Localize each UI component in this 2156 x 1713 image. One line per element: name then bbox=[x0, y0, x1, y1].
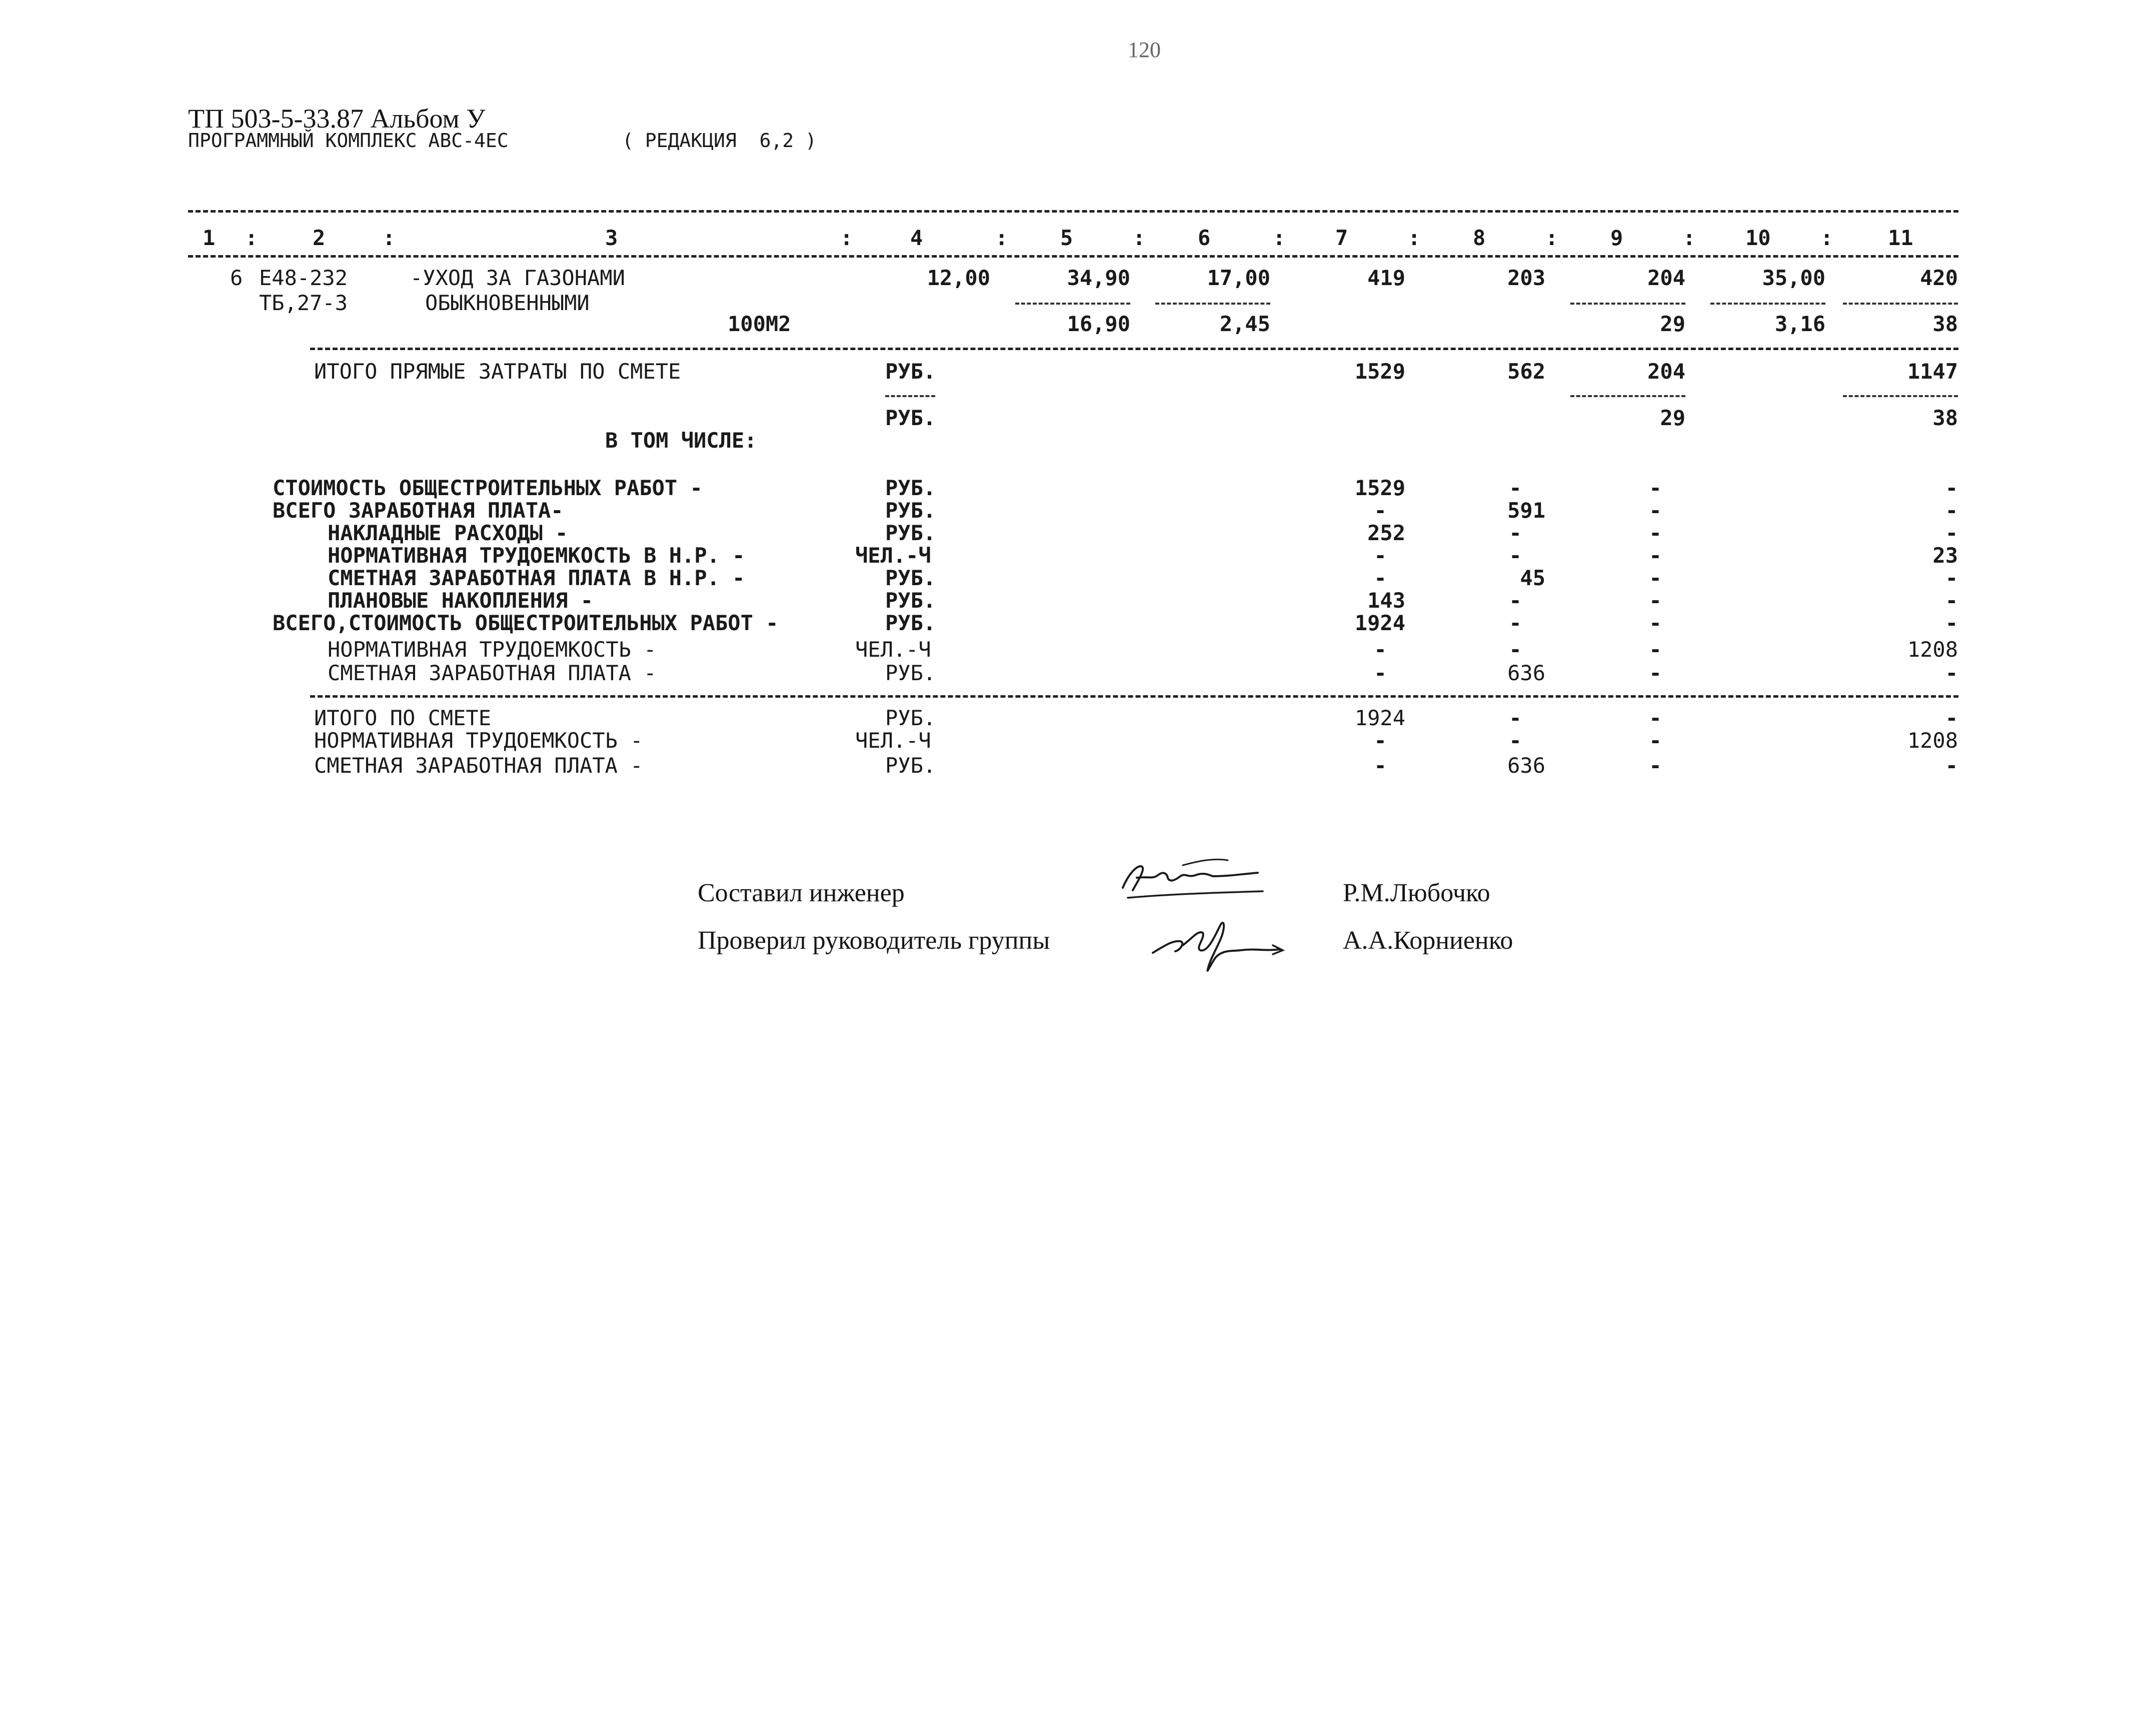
breakdown-col8: - bbox=[1509, 521, 1522, 545]
direct-costs-col9: 204 bbox=[1647, 359, 1685, 384]
item-col5-divider bbox=[1015, 303, 1130, 305]
direct-costs-col9-divider bbox=[1570, 395, 1685, 397]
column-separator: : bbox=[383, 226, 396, 250]
item-col11-value: 420 bbox=[1920, 266, 1958, 290]
item-code: Е48-232 bbox=[259, 266, 348, 290]
column-separator: : bbox=[840, 226, 853, 250]
breakdown-unit: РУБ. bbox=[885, 661, 936, 685]
item-col5-subvalue: 16,90 bbox=[1067, 312, 1130, 336]
item-col9-value: 204 bbox=[1647, 266, 1685, 290]
breakdown-col9: - bbox=[1649, 498, 1662, 523]
direct-costs-unit-2: РУБ. bbox=[885, 406, 936, 430]
breakdown-col11: - bbox=[1945, 566, 1958, 590]
header-bottom-rule bbox=[188, 255, 1958, 258]
table-top-rule bbox=[188, 210, 1958, 213]
breakdown-unit: РУБ. bbox=[885, 566, 936, 590]
breakdown-col7: - bbox=[1374, 661, 1387, 685]
composed-by-label: Составил инженер bbox=[698, 879, 905, 907]
breakdown-col9: - bbox=[1649, 543, 1662, 568]
item-col9-divider bbox=[1570, 303, 1685, 305]
breakdown-col9: - bbox=[1649, 566, 1662, 590]
breakdown-col7: - bbox=[1374, 566, 1387, 590]
totals-unit: РУБ. bbox=[885, 706, 936, 730]
item-position: 6 bbox=[230, 266, 243, 290]
direct-costs-col11-sub: 38 bbox=[1932, 406, 1958, 430]
direct-costs-col11-divider bbox=[1843, 395, 1958, 397]
breakdown-col9: - bbox=[1649, 521, 1662, 545]
column-number-3: 3 bbox=[605, 226, 618, 250]
item-col10-divider bbox=[1710, 303, 1825, 305]
breakdown-col9: - bbox=[1649, 611, 1662, 635]
breakdown-col8: - bbox=[1509, 637, 1522, 662]
column-number-10: 10 bbox=[1745, 226, 1771, 250]
column-number-2: 2 bbox=[313, 226, 326, 250]
item-col11-divider bbox=[1843, 303, 1958, 305]
breakdown-col8: - bbox=[1509, 476, 1522, 500]
breakdown-unit: ЧЕЛ.-Ч bbox=[855, 543, 931, 568]
column-separator: : bbox=[1133, 226, 1146, 250]
direct-costs-col8: 562 bbox=[1507, 359, 1545, 384]
document-title: ТП 503-5-33.87 Альбом У bbox=[188, 104, 486, 134]
checked-by-label: Проверил руководитель группы bbox=[698, 926, 1050, 955]
direct-costs-col9-sub: 29 bbox=[1660, 406, 1685, 430]
breakdown-col7: - bbox=[1374, 498, 1387, 523]
breakdown-label: СТОИМОСТЬ ОБЩЕСТРОИТЕЛЬНЫХ РАБОТ - bbox=[273, 476, 703, 500]
breakdown-unit: РУБ. bbox=[885, 476, 936, 500]
column-number-11: 11 bbox=[1888, 226, 1913, 250]
breakdown-col11: 23 bbox=[1932, 543, 1958, 568]
breakdown-col11: - bbox=[1945, 661, 1958, 685]
column-separator: : bbox=[1545, 226, 1558, 250]
totals-col8: 636 bbox=[1507, 753, 1545, 778]
direct-costs-col7: 1529 bbox=[1354, 359, 1405, 384]
breakdown-col9: - bbox=[1649, 637, 1662, 662]
column-number-6: 6 bbox=[1198, 226, 1211, 250]
item-bottom-rule bbox=[310, 348, 1958, 350]
item-col6-value: 17,00 bbox=[1207, 266, 1270, 290]
direct-costs-unit: РУБ. bbox=[885, 359, 936, 384]
breakdown-col7: 1924 bbox=[1354, 611, 1405, 635]
breakdown-col11: - bbox=[1945, 476, 1958, 500]
breakdown-unit: РУБ. bbox=[885, 588, 936, 613]
totals-label: ИТОГО ПО СМЕТЕ bbox=[314, 706, 492, 730]
item-quantity: 12,00 bbox=[927, 266, 990, 290]
breakdown-col11: - bbox=[1945, 611, 1958, 635]
breakdown-col8: 636 bbox=[1507, 661, 1545, 685]
breakdown-col11: - bbox=[1945, 521, 1958, 545]
page-number: 120 bbox=[1128, 38, 1161, 62]
breakdown-label: ПЛАНОВЫЕ НАКОПЛЕНИЯ - bbox=[328, 588, 594, 613]
column-number-5: 5 bbox=[1060, 226, 1073, 250]
item-col6-subvalue: 2,45 bbox=[1219, 312, 1270, 336]
breakdown-unit: РУБ. bbox=[885, 498, 936, 523]
breakdown-label: НАКЛАДНЫЕ РАСХОДЫ - bbox=[328, 521, 568, 545]
edition-label: ( РЕДАКЦИЯ 6,2 ) bbox=[622, 130, 817, 152]
totals-col7: - bbox=[1374, 753, 1387, 778]
breakdown-col8: - bbox=[1509, 543, 1522, 568]
item-col10-subvalue: 3,16 bbox=[1774, 312, 1825, 336]
direct-costs-label: ИТОГО ПРЯМЫЕ ЗАТРАТЫ ПО СМЕТЕ bbox=[314, 359, 681, 384]
item-col11-subvalue: 38 bbox=[1932, 312, 1958, 336]
column-separator: : bbox=[1820, 226, 1833, 250]
totals-col9: - bbox=[1649, 753, 1662, 778]
breakdown-col7: 143 bbox=[1367, 588, 1405, 613]
column-separator: : bbox=[245, 226, 258, 250]
item-col7-value: 419 bbox=[1367, 266, 1405, 290]
totals-unit: РУБ. bbox=[885, 753, 936, 778]
breakdown-col7: 252 bbox=[1367, 521, 1405, 545]
breakdown-col8: 45 bbox=[1520, 566, 1545, 590]
column-separator: : bbox=[995, 226, 1008, 250]
breakdown-label: ВСЕГО,СТОИМОСТЬ ОБЩЕСТРОИТЕЛЬНЫХ РАБОТ - bbox=[273, 611, 779, 635]
breakdown-col7: - bbox=[1374, 637, 1387, 662]
direct-costs-col11: 1147 bbox=[1907, 359, 1958, 384]
breakdown-col9: - bbox=[1649, 588, 1662, 613]
item-reference: ТБ,27-3 bbox=[259, 291, 348, 315]
breakdown-col9: - bbox=[1649, 661, 1662, 685]
breakdown-col9: - bbox=[1649, 476, 1662, 500]
including-heading: В ТОМ ЧИСЛЕ: bbox=[605, 428, 757, 453]
totals-col11: 1208 bbox=[1907, 728, 1958, 753]
column-separator: : bbox=[1683, 226, 1696, 250]
item-unit: 100М2 bbox=[728, 312, 791, 336]
direct-costs-unit-divider bbox=[885, 395, 935, 397]
totals-top-rule bbox=[310, 695, 1958, 698]
breakdown-label: НОРМАТИВНАЯ ТРУДОЕМКОСТЬ В Н.Р. - bbox=[328, 543, 745, 568]
breakdown-unit: РУБ. bbox=[885, 521, 936, 545]
engineer-signature bbox=[1113, 850, 1273, 905]
totals-col9: - bbox=[1649, 706, 1662, 730]
breakdown-col8: 591 bbox=[1507, 498, 1545, 523]
breakdown-col8: - bbox=[1509, 588, 1522, 613]
breakdown-label: ВСЕГО ЗАРАБОТНАЯ ПЛАТА- bbox=[273, 498, 564, 523]
item-col8-value: 203 bbox=[1507, 266, 1545, 290]
totals-unit: ЧЕЛ.-Ч bbox=[855, 728, 931, 753]
column-separator: : bbox=[1273, 226, 1286, 250]
breakdown-col11: - bbox=[1945, 498, 1958, 523]
breakdown-label: СМЕТНАЯ ЗАРАБОТНАЯ ПЛАТА В Н.Р. - bbox=[328, 566, 745, 590]
totals-col7: - bbox=[1374, 728, 1387, 753]
column-number-1: 1 bbox=[203, 226, 216, 250]
totals-col11: - bbox=[1945, 753, 1958, 778]
column-number-8: 8 bbox=[1473, 226, 1486, 250]
item-name-line2: ОБЫКНОВЕННЫМИ bbox=[425, 291, 590, 315]
breakdown-label: НОРМАТИВНАЯ ТРУДОЕМКОСТЬ - bbox=[328, 637, 657, 662]
item-col5-value: 34,90 bbox=[1067, 266, 1130, 290]
breakdown-col11: - bbox=[1945, 588, 1958, 613]
column-separator: : bbox=[1408, 226, 1421, 250]
breakdown-unit: РУБ. bbox=[885, 611, 936, 635]
breakdown-col8: - bbox=[1509, 611, 1522, 635]
breakdown-col7: 1529 bbox=[1354, 476, 1405, 500]
totals-label: НОРМАТИВНАЯ ТРУДОЕМКОСТЬ - bbox=[314, 728, 643, 753]
item-col10-value: 35,00 bbox=[1762, 266, 1825, 290]
totals-col11: - bbox=[1945, 706, 1958, 730]
totals-col8: - bbox=[1509, 706, 1522, 730]
item-col9-subvalue: 29 bbox=[1660, 312, 1685, 336]
composed-by-name: Р.М.Любочко bbox=[1343, 879, 1490, 907]
breakdown-unit: ЧЕЛ.-Ч bbox=[855, 637, 931, 662]
group-leader-signature bbox=[1145, 910, 1295, 980]
program-complex-label: ПРОГРАММНЫЙ КОМПЛЕКС АВС-4ЕС bbox=[188, 130, 509, 152]
totals-col7: 1924 bbox=[1354, 706, 1405, 730]
breakdown-col7: - bbox=[1374, 543, 1387, 568]
breakdown-label: СМЕТНАЯ ЗАРАБОТНАЯ ПЛАТА - bbox=[328, 661, 657, 685]
column-number-4: 4 bbox=[910, 226, 923, 250]
column-number-9: 9 bbox=[1610, 226, 1623, 250]
item-name-line1: -УХОД ЗА ГАЗОНАМИ bbox=[410, 266, 625, 290]
checked-by-name: А.А.Корниенко bbox=[1343, 926, 1513, 955]
totals-label: СМЕТНАЯ ЗАРАБОТНАЯ ПЛАТА - bbox=[314, 753, 643, 778]
totals-col9: - bbox=[1649, 728, 1662, 753]
breakdown-col11: 1208 bbox=[1907, 637, 1958, 662]
item-col6-divider bbox=[1155, 303, 1270, 305]
column-number-7: 7 bbox=[1335, 226, 1348, 250]
totals-col8: - bbox=[1509, 728, 1522, 753]
